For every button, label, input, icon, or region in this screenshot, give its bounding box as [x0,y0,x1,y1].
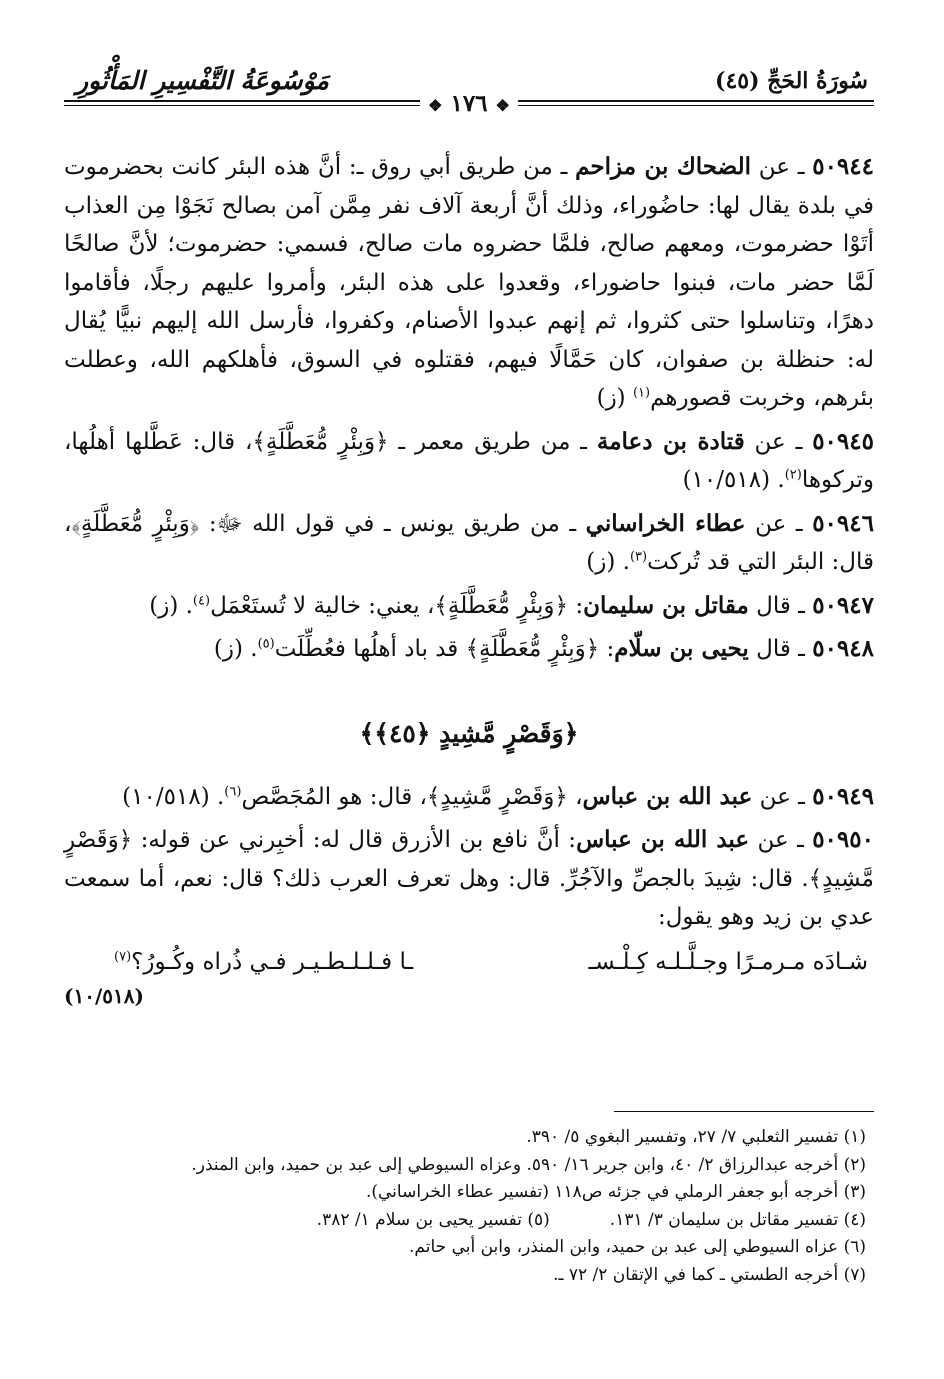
footnote-5: (٥) تفسير يحيى بن سلام ١/ ٣٨٢. [316,1209,550,1230]
entry-number: ٥٠٩٤٧ [812,591,874,619]
narrator-name: مقاتل بن سليمان [583,591,749,619]
entry-reference: . (ز) [149,592,193,619]
entry-reference: . (ز) [586,549,630,575]
footnote-row-4-5 [64,1207,866,1235]
entry-reference: . (١٠/٥١٨) [682,467,785,493]
verse-second-hemistich [114,942,413,982]
entry-reference: . (١٠/٥١٨) [122,783,225,810]
entry-prefix: عن [752,783,791,810]
narrator-name: الضحاك بن مزاحم [575,153,751,180]
entry-prefix: عن [750,154,790,180]
footnote-1: (١) تفسير الثعلبي ٧/ ٢٧، وتفسير البغوي ٥/ ٣٩٠. [526,1127,866,1147]
ornament-icon: ❖ [495,96,510,115]
verse-reference: (١٠/٥١٨) [64,983,144,1008]
footnote-marker[interactable]: (٢) [784,467,802,483]
entry-reference: (ز) [596,385,633,411]
entry-dash: ـ [785,428,813,455]
entry-50944 [64,148,874,418]
entry-dash: ـ [790,592,813,619]
footnote-marker[interactable]: (١) [632,385,651,401]
entry-prefix: عن [745,510,787,537]
entry-prefix: قال [748,636,791,662]
footnote-marker[interactable]: (٤) [192,592,211,608]
entry-50945 [64,423,874,500]
footnote-marker[interactable]: (٦) [224,783,242,799]
narrator-name: عبد الله بن عباس [582,782,753,810]
entry-50950 [64,821,874,937]
entry-prefix: عن [744,428,786,455]
entry-text: : أنَّ نافع بن الأزرق قال له: أخبِرني عن قوله: ﴿وَقَصْرٍ مَّشِيدٍ﴾. قال: شِيدَ بالجصِّ والآجُرِّ. قال: وهل تعرف العرب ذلك؟ قال: نعم، أما سمعت عدي بن زيد وهو يقول: [64,827,874,930]
entry-dash: ـ [790,783,813,810]
verse-second-text: ـا فـلـلـطـيـر فـي ذُراه وكُـورُ؟ [131,948,414,975]
entry-number: ٥٠٩٤٤ [812,153,874,180]
footnote-6: (٦) عزاه السيوطي إلى عبد بن حميد، وابن المنذر، وابن أبي حاتم. [409,1237,866,1257]
entry-dash: ـ [790,636,813,662]
page [64,64,875,1285]
footnote-marker[interactable]: (٧) [114,948,132,964]
entry-50949 [64,778,874,817]
book-title: مَوْسُوعَةُ التَّفْسِيرِ المَأْثُورِ [76,66,329,95]
page-header [64,64,874,124]
entry-number: ٥٠٩٤٨ [812,635,874,662]
entry-dash: ـ [789,154,813,180]
footnotes [64,1124,866,1289]
footnote-marker[interactable]: (٥) [257,636,275,652]
entry-prefix: عن [749,827,789,853]
verse-first-hemistich: شـادَه مـرمـرًا وجـلَّـلـه كِـلْـسـ [588,948,868,975]
entry-number: ٥٠٩٤٦ [812,509,874,537]
entry-text: ، ﴿وَقَصْرٍ مَّشِيدٍ﴾، قال: هو المُجَصَّص [241,783,583,810]
narrator-name: عطاء الخراساني [585,509,746,537]
entry-text: : ﴿وَبِئْرٍ مُّعَطَّلَةٍ﴾، يعني: خالية لا تُستَعْمَل [210,592,584,619]
narrator-name: يحيى بن سلّام [614,635,749,662]
entry-50947 [64,587,874,626]
surah-title: سُورَةُ الحَجِّ (٤٥) [715,68,868,94]
entry-prefix: قال [748,592,791,619]
entry-text: : ﴿وَبِئْرٍ مُّعَطَّلَةٍ﴾ قد باد أهلُها فعُطِّلَت [274,636,615,662]
footnote-2: (٢) أخرجه عبدالرزاق ٢/ ٤٠، وابن جرير ١٦/ ٥٩٠. وعزاه السيوطي إلى عبد بن حميد، وابن المنذر. [191,1154,866,1175]
footnote-4: (٤) تفسير مقاتل بن سليمان ٣/ ١٣١. [609,1209,866,1230]
entry-reference: . (ز) [213,636,258,662]
entry-text: ـ من طريق معمر ـ ﴿وَبِئْرٍ مُّعَطَّلَةٍ﴾، قال: عَطَّلها أهلُها، وتركوها [64,428,874,493]
entry-50948 [64,630,874,669]
narrator-name: قتادة بن دعامة [596,427,745,455]
footnote-divider [614,1111,874,1112]
entry-50946 [64,505,874,582]
ayah-heading: ﴿وَقَصْرٍ مَّشِيدٍ ﴿٤٥﴾﴾ [359,718,579,748]
entry-number: ٥٠٩٤٥ [812,427,874,455]
footnote-marker[interactable]: (٣) [629,549,648,565]
entry-number: ٥٠٩٤٩ [812,782,874,810]
footnote-3: (٣) أخرجه أبو جعفر الرملي في جزئه ص١١٨ (تفسير عطاء الخراساني). [365,1182,866,1202]
page-number: ١٧٦ [450,90,488,117]
entry-number: ٥٠٩٥٠ [812,826,874,853]
entry-text: ـ من طريق يونس ـ في قول الله ﷻ: ﴿وَبِئْرٍ مُّعَطَّلَةٍ﴾، قال: البئر التي قد تُركت [64,510,874,575]
poetry-verse [64,942,874,982]
entry-dash: ـ [788,827,813,853]
ornament-icon: ❖ [428,96,443,115]
footnote-7: (٧) أخرجه الطستي ـ كما في الإتقان ٢/ ٧٢ ـ. [553,1264,866,1285]
entry-dash: ـ [786,510,813,537]
page-number-box [420,90,518,117]
page-body [64,148,874,1008]
narrator-name: عبد الله بن عباس [576,826,750,853]
entry-text: ـ من طريق أبي روق ـ: أنَّ هذه البئر كانت بحضرموت في بلدة يقال لها: حاضُوراء، وذلك أنَّ أربعة آلاف نفر مِمَّن آمن بصالح نَجَوْا مِن العذاب أتَوْا حضرموت، ومعهم صالح، فلمَّا حضروه مات صالح، فسمي: حضرموت؛ لأنَّ صالحًا لَمَّا حضر مات، فبنوا حاضوراء، وقعدوا على هذه البئر، وأمروا عليهم رجلًا، فأقاموا دهرًا، وتناسلوا حتى كثروا، ثم إنهم عبدوا الأصنام، وكفروا، فأرسل الله إليهم نبيًّا يُقال له: حنظلة بن صفوان، كان حَمَّالًا فيهم، فقتلوه في السوق، فأهلكهم الله، وعطلت بئرهم، وخربت قصورهم [64,154,875,411]
